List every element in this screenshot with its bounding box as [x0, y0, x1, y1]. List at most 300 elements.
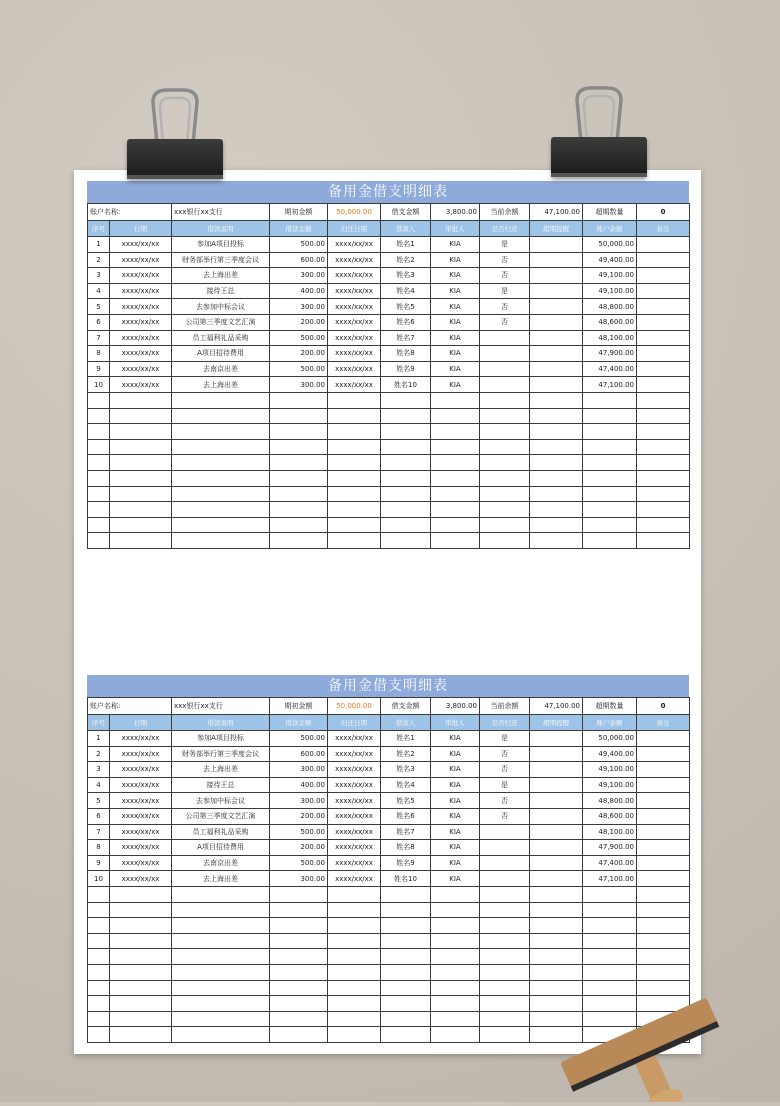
table-cell: [381, 933, 431, 949]
table-cell: 姓名2: [381, 746, 431, 762]
table-cell: 48,800.00: [583, 299, 637, 315]
table-cell: [88, 886, 110, 902]
table-cell: [328, 933, 381, 949]
table-row: [88, 330, 690, 346]
table-row: [88, 824, 690, 840]
table-cell: 姓名10: [381, 377, 431, 393]
table-cell: [88, 470, 110, 486]
table-cell: [270, 470, 328, 486]
empty-row: [88, 533, 690, 549]
table-cell: [583, 408, 637, 424]
balance-label: 当前余额: [480, 698, 530, 715]
table-cell: xxxx/xx/xx: [328, 330, 381, 346]
table-cell: [530, 439, 583, 455]
table-cell: [480, 964, 530, 980]
table-cell: [270, 486, 328, 502]
table-cell: 去上海出差: [172, 871, 270, 887]
table-cell: KIA: [431, 377, 480, 393]
table-cell: [583, 470, 637, 486]
table-cell: KIA: [431, 871, 480, 887]
table-cell: [381, 918, 431, 934]
table-cell: [328, 470, 381, 486]
table-cell: [637, 746, 690, 762]
table-cell: 姓名6: [381, 808, 431, 824]
table-cell: 49,400.00: [583, 746, 637, 762]
table-cell: [381, 439, 431, 455]
table-cell: [637, 533, 690, 549]
table-cell: 5: [88, 299, 110, 315]
empty-row: [88, 455, 690, 471]
table-cell: xxxx/xx/xx: [328, 871, 381, 887]
table-cell: [637, 964, 690, 980]
table-cell: [530, 855, 583, 871]
table-cell: 去参加中标会议: [172, 299, 270, 315]
table-cell: 姓名8: [381, 840, 431, 856]
table-cell: [637, 299, 690, 315]
table-cell: [583, 964, 637, 980]
table-cell: xxxx/xx/xx: [110, 746, 172, 762]
table-cell: [480, 1011, 530, 1027]
table-cell: 姓名1: [381, 237, 431, 253]
table-cell: 47,900.00: [583, 346, 637, 362]
table-cell: [530, 330, 583, 346]
table-cell: [381, 1027, 431, 1043]
table-cell: KIA: [431, 855, 480, 871]
table-cell: [480, 918, 530, 934]
table-cell: [328, 502, 381, 518]
table-cell: [530, 824, 583, 840]
table-cell: [381, 902, 431, 918]
table-row: [88, 762, 690, 778]
table-cell: [270, 933, 328, 949]
table-cell: [530, 918, 583, 934]
table-cell: [637, 840, 690, 856]
empty-row: [88, 408, 690, 424]
table-cell: [110, 902, 172, 918]
table-cell: [172, 949, 270, 965]
table-cell: [110, 455, 172, 471]
table-cell: 200.00: [270, 840, 328, 856]
table-cell: [270, 502, 328, 518]
table-cell: [328, 886, 381, 902]
table-cell: xxxx/xx/xx: [328, 840, 381, 856]
table-cell: 去南京出差: [172, 855, 270, 871]
table-cell: 300.00: [270, 871, 328, 887]
table-cell: [530, 949, 583, 965]
table-cell: [530, 793, 583, 809]
balance-value: 47,100.00: [530, 204, 583, 221]
table-cell: 4: [88, 283, 110, 299]
table-cell: [381, 408, 431, 424]
table-cell: [637, 777, 690, 793]
table-cell: [530, 886, 583, 902]
table-cell: [110, 517, 172, 533]
table-cell: 200.00: [270, 346, 328, 362]
table-cell: 姓名1: [381, 731, 431, 747]
table-cell: xxxx/xx/xx: [328, 746, 381, 762]
table-cell: [583, 502, 637, 518]
table-cell: [637, 502, 690, 518]
table-cell: [172, 933, 270, 949]
table-cell: 参加A项目投标: [172, 731, 270, 747]
table-cell: [480, 933, 530, 949]
table-cell: 员工福利礼品采购: [172, 824, 270, 840]
table-cell: [110, 933, 172, 949]
opening-label: 期初金额: [270, 204, 328, 221]
sheet-title: 备用金借支明细表: [87, 181, 689, 203]
table-cell: [172, 902, 270, 918]
table-cell: [583, 517, 637, 533]
table-cell: [270, 886, 328, 902]
table-cell: 600.00: [270, 746, 328, 762]
paper-sheet: [74, 170, 701, 1054]
table-cell: [328, 392, 381, 408]
table-cell: 49,400.00: [583, 252, 637, 268]
table-cell: [530, 470, 583, 486]
table-cell: 300.00: [270, 299, 328, 315]
table-row: [88, 840, 690, 856]
table-cell: 10: [88, 871, 110, 887]
table-row: [88, 793, 690, 809]
table-cell: [530, 871, 583, 887]
table-cell: [480, 377, 530, 393]
table-cell: [530, 408, 583, 424]
table-cell: xxxx/xx/xx: [110, 840, 172, 856]
table-cell: [637, 346, 690, 362]
table-cell: [530, 299, 583, 315]
col-header: 日期: [110, 221, 172, 237]
table-cell: 49,100.00: [583, 762, 637, 778]
empty-row: [88, 902, 690, 918]
table-cell: [381, 392, 431, 408]
opening-label: 期初金额: [270, 698, 328, 715]
table-cell: [88, 408, 110, 424]
table-cell: 10: [88, 377, 110, 393]
table-cell: [88, 996, 110, 1012]
table-cell: [530, 424, 583, 440]
table-body: [88, 237, 690, 549]
table-cell: xxxx/xx/xx: [328, 346, 381, 362]
table-cell: xxxx/xx/xx: [110, 346, 172, 362]
table-cell: 姓名9: [381, 855, 431, 871]
table-cell: [328, 902, 381, 918]
table-cell: xxxx/xx/xx: [110, 283, 172, 299]
table-cell: [270, 980, 328, 996]
table-cell: [530, 283, 583, 299]
table-cell: [431, 408, 480, 424]
table-cell: [637, 517, 690, 533]
table-cell: [110, 470, 172, 486]
table-cell: 接待王总: [172, 283, 270, 299]
table-cell: [381, 949, 431, 965]
table-cell: 50,000.00: [583, 237, 637, 253]
table-cell: xxxx/xx/xx: [110, 361, 172, 377]
empty-row: [88, 392, 690, 408]
table-cell: [480, 871, 530, 887]
table-cell: 否: [480, 314, 530, 330]
table-cell: [88, 455, 110, 471]
table-cell: 1: [88, 237, 110, 253]
table-cell: [637, 455, 690, 471]
table-cell: [637, 949, 690, 965]
info-row: [88, 698, 690, 715]
table-row: [88, 268, 690, 284]
table-cell: [88, 918, 110, 934]
table-cell: 员工福利礼品采购: [172, 330, 270, 346]
table-cell: [637, 470, 690, 486]
table-cell: [328, 408, 381, 424]
table-cell: 49,100.00: [583, 268, 637, 284]
table-row: [88, 314, 690, 330]
ledger-sheet-1: [87, 181, 689, 549]
table-cell: 500.00: [270, 855, 328, 871]
table-cell: 4: [88, 777, 110, 793]
table-cell: [431, 424, 480, 440]
table-cell: [110, 424, 172, 440]
table-cell: [530, 933, 583, 949]
table-cell: [88, 439, 110, 455]
table-cell: [270, 996, 328, 1012]
table-cell: KIA: [431, 824, 480, 840]
table-cell: [431, 470, 480, 486]
table-cell: [172, 1011, 270, 1027]
col-header: 日期: [110, 715, 172, 731]
table-cell: [110, 996, 172, 1012]
account-value: xxx银行xx支行: [172, 204, 270, 221]
table-cell: [110, 502, 172, 518]
table-cell: [431, 902, 480, 918]
table-cell: 否: [480, 808, 530, 824]
table-cell: [110, 486, 172, 502]
table-cell: [431, 502, 480, 518]
table-cell: [530, 346, 583, 362]
table-cell: 400.00: [270, 777, 328, 793]
wooden-stamp-icon: [540, 980, 780, 1102]
table-cell: [381, 1011, 431, 1027]
table-cell: 姓名4: [381, 283, 431, 299]
table-cell: A项目招待费用: [172, 840, 270, 856]
table-cell: [637, 361, 690, 377]
table-cell: [480, 824, 530, 840]
empty-row: [88, 918, 690, 934]
table-cell: [431, 517, 480, 533]
table-cell: [480, 470, 530, 486]
table-cell: [270, 392, 328, 408]
table-cell: 否: [480, 252, 530, 268]
table-cell: 财务部举行第三季度会议: [172, 746, 270, 762]
col-header: 归还日期: [328, 221, 381, 237]
table-row: [88, 237, 690, 253]
table-cell: [110, 980, 172, 996]
table-cell: 600.00: [270, 252, 328, 268]
table-cell: 是: [480, 731, 530, 747]
table-cell: xxxx/xx/xx: [328, 762, 381, 778]
table-cell: [270, 533, 328, 549]
table-cell: 50,000.00: [583, 731, 637, 747]
table-cell: [270, 902, 328, 918]
table-row: [88, 283, 690, 299]
table-cell: [172, 886, 270, 902]
table-cell: 姓名2: [381, 252, 431, 268]
table-cell: 姓名10: [381, 871, 431, 887]
table-cell: [431, 1011, 480, 1027]
table-cell: [530, 731, 583, 747]
table-cell: [172, 918, 270, 934]
table-cell: [328, 439, 381, 455]
table-cell: [110, 1011, 172, 1027]
empty-row: [88, 886, 690, 902]
col-header: 备注: [637, 221, 690, 237]
table-cell: [431, 439, 480, 455]
table-cell: [637, 424, 690, 440]
table-cell: [530, 746, 583, 762]
table-cell: [270, 439, 328, 455]
empty-row: [88, 949, 690, 965]
table-cell: KIA: [431, 361, 480, 377]
table-cell: 5: [88, 793, 110, 809]
table-cell: 6: [88, 314, 110, 330]
table-cell: 3: [88, 268, 110, 284]
table-cell: 接待王总: [172, 777, 270, 793]
info-row: [88, 204, 690, 221]
col-header: 是否归还: [480, 715, 530, 731]
ledger-table: [87, 203, 690, 549]
table-cell: KIA: [431, 283, 480, 299]
table-cell: KIA: [431, 746, 480, 762]
table-cell: [431, 980, 480, 996]
table-cell: xxxx/xx/xx: [328, 361, 381, 377]
table-cell: [88, 533, 110, 549]
table-cell: 48,100.00: [583, 330, 637, 346]
table-cell: [530, 517, 583, 533]
table-cell: [172, 424, 270, 440]
header-row: [88, 221, 690, 237]
table-cell: [381, 455, 431, 471]
col-header: 借款人: [381, 715, 431, 731]
table-cell: [530, 964, 583, 980]
table-cell: xxxx/xx/xx: [328, 824, 381, 840]
table-cell: xxxx/xx/xx: [110, 731, 172, 747]
table-cell: [431, 933, 480, 949]
table-cell: [480, 980, 530, 996]
table-cell: KIA: [431, 346, 480, 362]
table-cell: 否: [480, 762, 530, 778]
table-cell: [381, 486, 431, 502]
table-cell: 49,100.00: [583, 777, 637, 793]
table-cell: 1: [88, 731, 110, 747]
borrow-label: 借支金额: [381, 204, 431, 221]
table-cell: [431, 1027, 480, 1043]
table-cell: xxxx/xx/xx: [110, 824, 172, 840]
table-cell: [480, 855, 530, 871]
table-cell: 8: [88, 346, 110, 362]
table-row: [88, 777, 690, 793]
table-cell: KIA: [431, 330, 480, 346]
table-cell: [172, 1027, 270, 1043]
table-cell: [480, 455, 530, 471]
table-cell: 姓名8: [381, 346, 431, 362]
table-cell: [583, 455, 637, 471]
table-cell: [381, 470, 431, 486]
table-row: [88, 252, 690, 268]
table-row: [88, 855, 690, 871]
binder-clip-right-icon: [551, 82, 647, 182]
col-header: 超期提醒: [530, 715, 583, 731]
table-cell: [270, 1027, 328, 1043]
table-cell: [172, 470, 270, 486]
table-cell: [637, 793, 690, 809]
table-cell: [637, 283, 690, 299]
table-row: [88, 731, 690, 747]
table-cell: [530, 502, 583, 518]
table-cell: [530, 361, 583, 377]
table-cell: [480, 517, 530, 533]
table-cell: [110, 533, 172, 549]
table-cell: 47,400.00: [583, 855, 637, 871]
table-cell: [583, 439, 637, 455]
table-cell: [110, 918, 172, 934]
table-cell: [172, 502, 270, 518]
table-cell: KIA: [431, 268, 480, 284]
table-cell: 参加A项目投标: [172, 237, 270, 253]
table-cell: [530, 392, 583, 408]
table-cell: 姓名5: [381, 299, 431, 315]
balance-label: 当前余额: [480, 204, 530, 221]
table-cell: 姓名5: [381, 793, 431, 809]
table-cell: xxxx/xx/xx: [328, 855, 381, 871]
table-cell: [583, 918, 637, 934]
col-header: 备注: [637, 715, 690, 731]
table-cell: 6: [88, 808, 110, 824]
table-cell: [172, 408, 270, 424]
empty-row: [88, 964, 690, 980]
table-cell: [88, 964, 110, 980]
table-cell: 48,100.00: [583, 824, 637, 840]
table-cell: 去上海出差: [172, 268, 270, 284]
table-cell: 48,600.00: [583, 808, 637, 824]
table-cell: [110, 949, 172, 965]
col-header: 账户余额: [583, 715, 637, 731]
col-header: 借款金额: [270, 221, 328, 237]
table-cell: [88, 502, 110, 518]
col-header: 审批人: [431, 221, 480, 237]
table-cell: KIA: [431, 793, 480, 809]
table-cell: [583, 949, 637, 965]
table-cell: 500.00: [270, 237, 328, 253]
table-cell: [637, 314, 690, 330]
table-cell: [480, 346, 530, 362]
table-cell: [270, 949, 328, 965]
table-cell: xxxx/xx/xx: [110, 793, 172, 809]
table-cell: [583, 933, 637, 949]
table-row: [88, 746, 690, 762]
table-cell: [583, 886, 637, 902]
table-cell: [530, 268, 583, 284]
table-cell: xxxx/xx/xx: [328, 299, 381, 315]
table-cell: [530, 533, 583, 549]
table-cell: KIA: [431, 777, 480, 793]
table-cell: [530, 377, 583, 393]
table-cell: [88, 392, 110, 408]
table-cell: [328, 1011, 381, 1027]
table-cell: xxxx/xx/xx: [110, 377, 172, 393]
table-cell: 去参加中标会议: [172, 793, 270, 809]
table-cell: [110, 392, 172, 408]
table-cell: [637, 824, 690, 840]
table-cell: [110, 1027, 172, 1043]
table-cell: [172, 980, 270, 996]
table-cell: [381, 533, 431, 549]
